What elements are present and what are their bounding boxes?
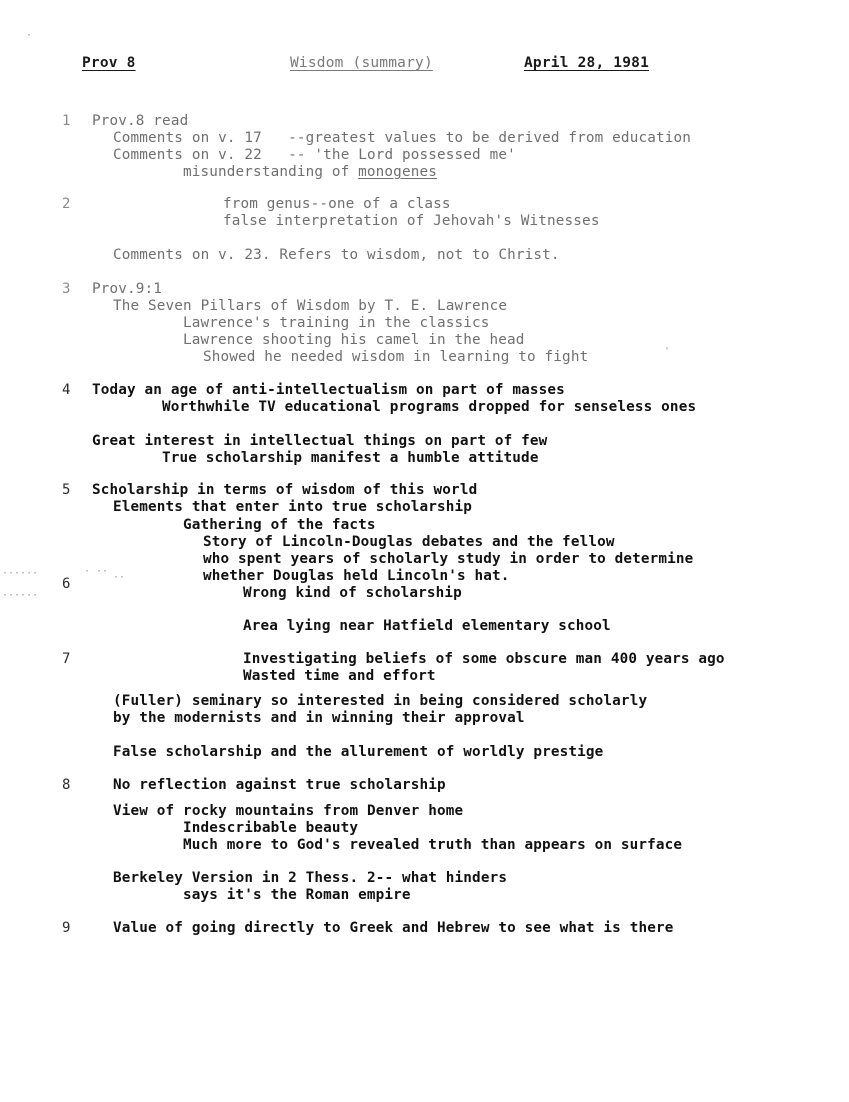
text-line: whether Douglas held Lincoln's hat.: [203, 568, 510, 584]
scan-speck: ······: [2, 568, 39, 579]
text-line: Wasted time and effort: [243, 668, 436, 684]
text-line: Investigating beliefs of some obscure man 400 years ago: [243, 651, 725, 667]
scan-speck: ······: [2, 590, 39, 601]
text-line: Comments on v. 17 --greatest values to be derived from education: [113, 130, 691, 146]
text-line: The Seven Pillars of Wisdom by T. E. Lawrence: [113, 298, 508, 314]
section-number-4: 4: [62, 382, 71, 398]
text-line: Wrong kind of scholarship: [243, 585, 462, 601]
scan-speck: · ··: [84, 566, 109, 577]
section-number-6: 6: [62, 576, 71, 592]
text-line: Great interest in intellectual things on part of few: [92, 433, 548, 449]
header-title: Wisdom (summary): [290, 55, 433, 71]
section-number-7: 7: [62, 651, 71, 667]
text-line: True scholarship manifest a humble attitude: [162, 450, 539, 466]
text-line: false interpretation of Jehovah's Witnesses: [223, 213, 600, 229]
text-line: No reflection against true scholarship: [113, 777, 446, 793]
section-number-1: 1: [62, 113, 71, 129]
text-line: Gathering of the facts: [183, 517, 376, 533]
text-line: Much more to God's revealed truth than appears on surface: [183, 837, 683, 853]
section-number-8: 8: [62, 777, 71, 793]
text-line: Lawrence shooting his camel in the head: [183, 332, 525, 348]
text-line: Indescribable beauty: [183, 820, 359, 836]
text-line: Worthwhile TV educational programs dropped for senseless ones: [162, 399, 697, 415]
text-line: Showed he needed wisdom in learning to fight: [203, 349, 589, 365]
text-line: Elements that enter into true scholarship: [113, 499, 473, 515]
text-line: says it's the Roman empire: [183, 887, 411, 903]
text-line: Comments on v. 23. Refers to wisdom, not to Christ.: [113, 247, 560, 263]
text-line: Berkeley Version in 2 Thess. 2-- what hinders: [113, 870, 508, 886]
text-line: (Fuller) seminary so interested in being considered scholarly: [113, 693, 648, 709]
text-line: [183, 164, 437, 181]
scan-speck: ·: [26, 30, 33, 41]
text-line: Prov.8 read: [92, 113, 189, 129]
text-line: Value of going directly to Greek and Hebrew to see what is there: [113, 920, 674, 936]
text-line: Story of Lincoln-Douglas debates and the fellow: [203, 534, 615, 550]
section-number-9: 9: [62, 920, 71, 936]
scan-speck: ··: [113, 572, 126, 583]
section-number-3: 3: [62, 281, 71, 297]
section-number-5: 5: [62, 482, 71, 498]
text-line: View of rocky mountains from Denver home: [113, 803, 464, 819]
text-line: Scholarship in terms of wisdom of this world: [92, 482, 478, 498]
text-line: False scholarship and the allurement of worldly prestige: [113, 744, 604, 760]
text-line: Today an age of anti-intellectualism on part of masses: [92, 382, 565, 398]
text-line: Lawrence's training in the classics: [183, 315, 490, 331]
section-number-2: 2: [62, 196, 71, 212]
text-line: Prov.9:1: [92, 281, 163, 297]
text-line: who spent years of scholarly study in order to determine: [203, 551, 694, 567]
text-line: from genus--one of a class: [223, 196, 451, 212]
text-fragment: misunderstanding of: [183, 164, 359, 180]
text-line: Area lying near Hatfield elementary school: [243, 618, 611, 634]
header-date: April 28, 1981: [524, 55, 650, 71]
text-line: Comments on v. 22 -- 'the Lord possessed me': [113, 147, 516, 163]
underlined-term: monogenes: [358, 164, 437, 180]
text-line: by the modernists and in winning their approval: [113, 710, 525, 726]
scan-speck: ': [664, 346, 671, 357]
header-reference: Prov 8: [82, 55, 136, 71]
